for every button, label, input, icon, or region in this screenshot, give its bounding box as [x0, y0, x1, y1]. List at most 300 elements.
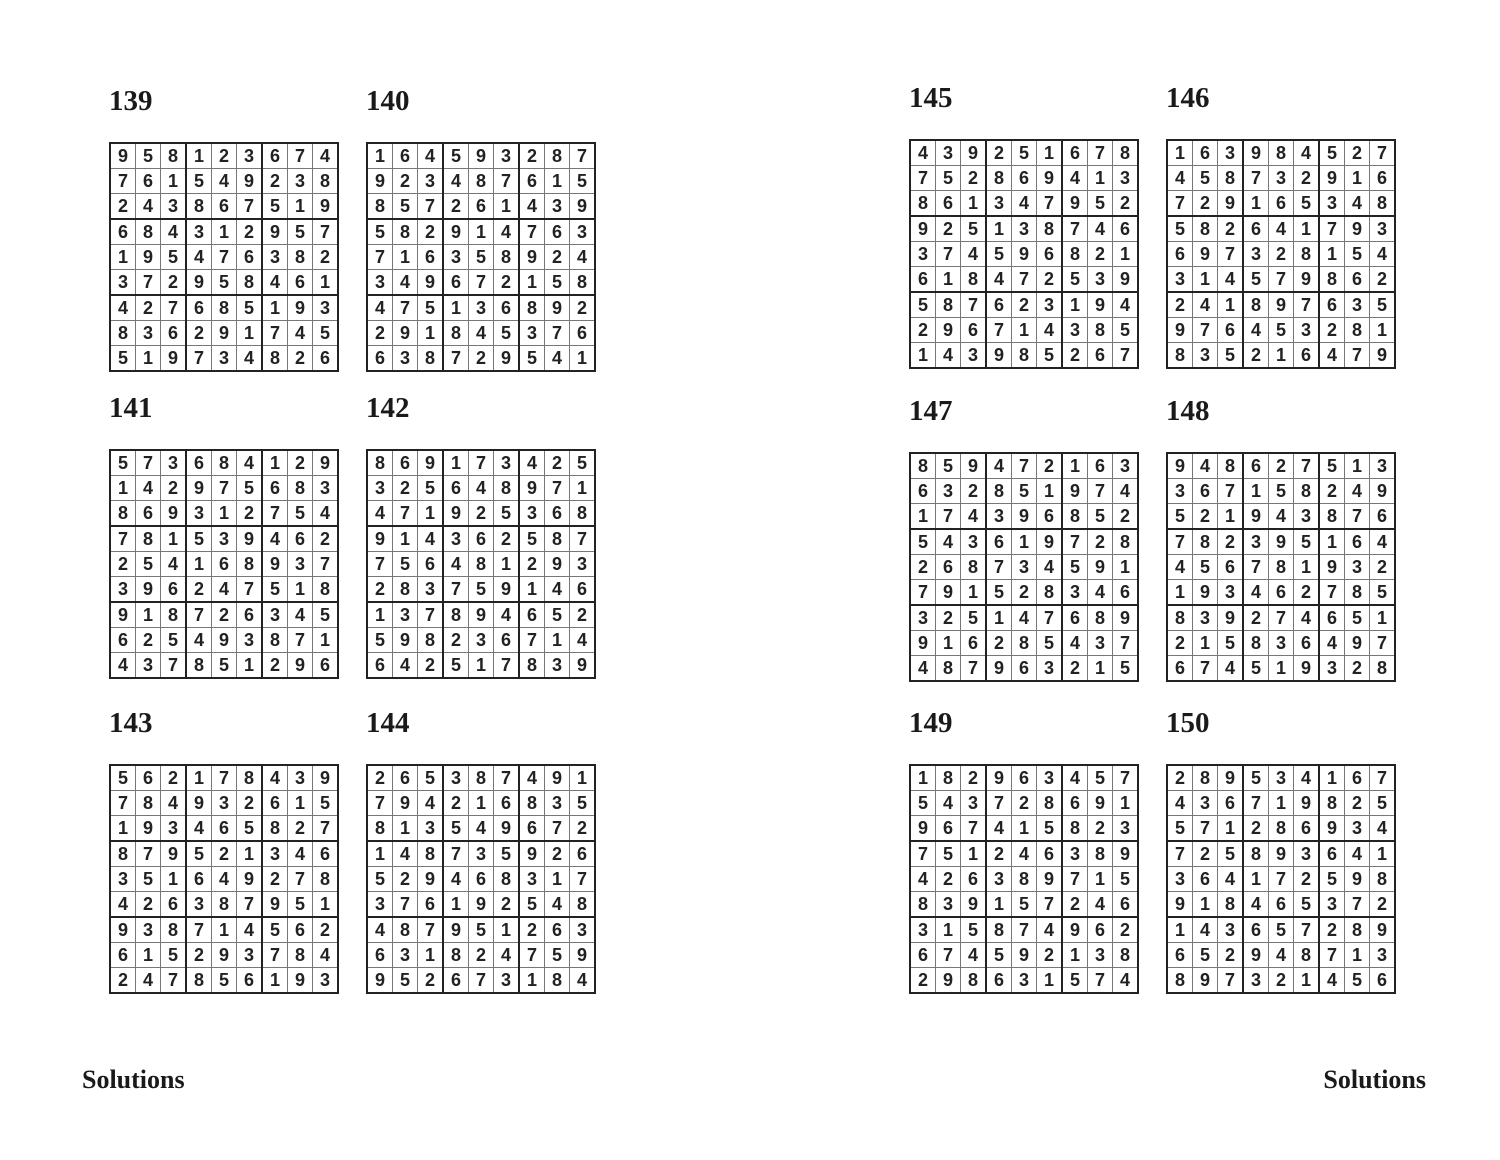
grid-cell: 8 — [136, 526, 161, 552]
grid-cell: 5 — [1345, 605, 1370, 631]
grid-row — [1167, 267, 1395, 293]
grid-cell: 1 — [1113, 555, 1139, 580]
grid-cell: 8 — [1037, 216, 1063, 242]
grid-cell: 6 — [443, 968, 469, 994]
grid-cell: 6 — [1243, 917, 1269, 943]
grid-cell: 2 — [212, 143, 237, 169]
grid-cell: 8 — [1345, 580, 1370, 606]
sudoku-grid — [366, 142, 596, 372]
grid-cell: 1 — [910, 504, 936, 530]
grid-cell: 1 — [570, 346, 596, 372]
grid-cell: 5 — [1218, 841, 1244, 867]
grid-row — [367, 270, 595, 296]
grid-cell: 5 — [1037, 816, 1063, 842]
grid-cell: 4 — [986, 453, 1012, 479]
grid-cell: 1 — [545, 169, 570, 194]
grid-cell: 3 — [212, 526, 237, 552]
grid-cell: 3 — [910, 605, 936, 631]
grid-cell: 9 — [1088, 791, 1113, 816]
grid-cell: 6 — [1345, 267, 1370, 293]
grid-cell: 7 — [161, 295, 187, 321]
grid-row — [910, 555, 1138, 580]
grid-cell: 2 — [1167, 631, 1193, 656]
grid-cell: 7 — [110, 526, 136, 552]
grid-row — [910, 267, 1138, 293]
grid-cell: 4 — [494, 943, 520, 968]
grid-cell: 8 — [1319, 267, 1345, 293]
grid-cell: 5 — [110, 450, 136, 476]
grid-cell: 6 — [1012, 166, 1037, 191]
grid-cell: 7 — [186, 917, 212, 943]
grid-cell: 2 — [367, 765, 393, 791]
grid-cell: 8 — [1269, 816, 1294, 842]
grid-cell: 6 — [1319, 841, 1345, 867]
grid-cell: 4 — [418, 143, 444, 169]
puzzle-142 — [366, 392, 596, 679]
grid-cell: 7 — [110, 169, 136, 194]
grid-cell: 6 — [367, 346, 393, 372]
grid-cell: 2 — [519, 143, 545, 169]
grid-cell: 7 — [1088, 479, 1113, 504]
grid-cell: 3 — [910, 917, 936, 943]
grid-cell: 6 — [1294, 343, 1320, 369]
grid-cell: 5 — [367, 628, 393, 653]
grid-cell: 5 — [393, 194, 418, 220]
grid-cell: 8 — [1167, 605, 1193, 631]
grid-cell: 8 — [393, 219, 418, 245]
grid-cell: 7 — [1243, 166, 1269, 191]
grid-cell: 7 — [367, 552, 393, 577]
grid-cell: 7 — [161, 653, 187, 679]
grid-cell: 1 — [1193, 892, 1218, 918]
grid-cell: 8 — [110, 501, 136, 527]
grid-cell: 9 — [1062, 479, 1088, 504]
grid-cell: 3 — [212, 346, 237, 372]
grid-cell: 6 — [1167, 943, 1193, 968]
grid-cell: 8 — [212, 295, 237, 321]
grid-cell: 1 — [1243, 191, 1269, 217]
grid-cell: 5 — [986, 242, 1012, 267]
grid-cell: 8 — [313, 867, 339, 892]
grid-cell: 5 — [1370, 292, 1396, 318]
puzzle-number: 139 — [109, 85, 153, 117]
grid-cell: 1 — [1088, 166, 1113, 191]
grid-cell: 2 — [262, 867, 288, 892]
grid-cell: 5 — [313, 321, 339, 346]
grid-cell: 8 — [110, 841, 136, 867]
grid-cell: 1 — [910, 765, 936, 791]
grid-cell: 4 — [1167, 791, 1193, 816]
grid-cell: 3 — [1269, 765, 1294, 791]
grid-row — [367, 245, 595, 270]
grid-cell: 8 — [1370, 191, 1396, 217]
grid-cell: 4 — [1243, 318, 1269, 343]
sudoku-grid — [909, 139, 1139, 369]
grid-cell: 4 — [418, 791, 444, 816]
grid-cell: 3 — [494, 143, 520, 169]
grid-row — [110, 526, 338, 552]
grid-cell: 7 — [367, 245, 393, 270]
grid-cell: 1 — [1345, 943, 1370, 968]
grid-cell: 3 — [1088, 943, 1113, 968]
grid-cell: 5 — [1088, 504, 1113, 530]
grid-cell: 1 — [237, 321, 263, 346]
grid-cell: 8 — [262, 346, 288, 372]
grid-cell: 9 — [1294, 791, 1320, 816]
grid-cell: 4 — [262, 270, 288, 296]
grid-row — [910, 968, 1138, 994]
grid-cell: 4 — [418, 526, 444, 552]
grid-row — [367, 791, 595, 816]
grid-cell: 7 — [961, 292, 987, 318]
grid-cell: 3 — [986, 191, 1012, 217]
grid-cell: 1 — [469, 653, 494, 679]
grid-cell: 2 — [1294, 166, 1320, 191]
grid-cell: 4 — [110, 892, 136, 918]
grid-cell: 1 — [313, 270, 339, 296]
grid-cell: 9 — [212, 321, 237, 346]
grid-cell: 8 — [910, 892, 936, 918]
grid-cell: 2 — [110, 194, 136, 220]
grid-cell: 3 — [418, 577, 444, 603]
grid-cell: 2 — [186, 577, 212, 603]
grid-row — [1167, 631, 1395, 656]
grid-cell: 6 — [1113, 892, 1139, 918]
grid-cell: 5 — [1012, 140, 1037, 166]
grid-cell: 6 — [1193, 867, 1218, 892]
grid-cell: 4 — [313, 501, 339, 527]
grid-cell: 2 — [1345, 656, 1370, 682]
grid-row — [1167, 791, 1395, 816]
grid-cell: 7 — [986, 318, 1012, 343]
grid-cell: 5 — [136, 552, 161, 577]
puzzle-number: 147 — [909, 395, 953, 427]
grid-cell: 7 — [1345, 892, 1370, 918]
grid-cell: 1 — [545, 867, 570, 892]
grid-cell: 6 — [1269, 580, 1294, 606]
grid-cell: 8 — [570, 270, 596, 296]
grid-cell: 8 — [494, 476, 520, 501]
grid-cell: 6 — [418, 552, 444, 577]
grid-cell: 7 — [393, 295, 418, 321]
grid-cell: 4 — [186, 245, 212, 270]
grid-cell: 9 — [1193, 242, 1218, 267]
grid-cell: 2 — [1345, 791, 1370, 816]
grid-cell: 9 — [469, 602, 494, 628]
grid-cell: 3 — [186, 501, 212, 527]
puzzle-147 — [909, 395, 1139, 682]
grid-cell: 4 — [1037, 917, 1063, 943]
grid-cell: 7 — [1243, 791, 1269, 816]
grid-cell: 5 — [936, 166, 961, 191]
grid-cell: 8 — [1345, 318, 1370, 343]
grid-cell: 1 — [136, 346, 161, 372]
grid-cell: 3 — [1012, 216, 1037, 242]
sudoku-grid — [909, 764, 1139, 994]
grid-cell: 9 — [1012, 242, 1037, 267]
grid-row — [110, 219, 338, 245]
grid-cell: 9 — [545, 552, 570, 577]
grid-cell: 3 — [469, 628, 494, 653]
grid-cell: 7 — [186, 346, 212, 372]
grid-cell: 1 — [570, 765, 596, 791]
grid-cell: 4 — [186, 816, 212, 842]
grid-cell: 3 — [986, 504, 1012, 530]
grid-cell: 1 — [212, 219, 237, 245]
grid-cell: 9 — [161, 841, 187, 867]
grid-cell: 4 — [494, 219, 520, 245]
grid-cell: 3 — [1167, 479, 1193, 504]
grid-cell: 7 — [1345, 504, 1370, 530]
grid-cell: 6 — [186, 867, 212, 892]
grid-row — [1167, 555, 1395, 580]
grid-cell: 7 — [1167, 841, 1193, 867]
grid-row — [367, 628, 595, 653]
grid-cell: 2 — [212, 602, 237, 628]
grid-row — [1167, 453, 1395, 479]
grid-cell: 3 — [161, 816, 187, 842]
sudoku-grid — [366, 449, 596, 679]
grid-cell: 8 — [1345, 917, 1370, 943]
grid-row — [1167, 605, 1395, 631]
grid-cell: 3 — [545, 653, 570, 679]
grid-cell: 9 — [110, 602, 136, 628]
grid-cell: 2 — [910, 968, 936, 994]
grid-cell: 5 — [212, 968, 237, 994]
grid-cell: 4 — [161, 219, 187, 245]
grid-cell: 5 — [1218, 343, 1244, 369]
grid-row — [367, 552, 595, 577]
grid-cell: 8 — [1167, 343, 1193, 369]
grid-row — [910, 453, 1138, 479]
grid-cell: 6 — [1088, 917, 1113, 943]
grid-cell: 5 — [212, 653, 237, 679]
grid-cell: 1 — [393, 526, 418, 552]
grid-cell: 1 — [1062, 453, 1088, 479]
puzzle-number: 141 — [109, 392, 153, 424]
grid-row — [367, 816, 595, 842]
grid-cell: 8 — [1370, 656, 1396, 682]
grid-cell: 9 — [1345, 867, 1370, 892]
grid-cell: 6 — [110, 219, 136, 245]
grid-cell: 2 — [161, 270, 187, 296]
grid-cell: 5 — [545, 943, 570, 968]
grid-cell: 6 — [570, 321, 596, 346]
grid-cell: 4 — [110, 653, 136, 679]
grid-cell: 5 — [1012, 892, 1037, 918]
grid-cell: 6 — [212, 194, 237, 220]
grid-cell: 6 — [367, 943, 393, 968]
puzzle-149 — [909, 707, 1139, 994]
grid-cell: 6 — [1012, 656, 1037, 682]
grid-cell: 7 — [469, 450, 494, 476]
grid-cell: 3 — [367, 476, 393, 501]
grid-cell: 9 — [1269, 529, 1294, 555]
grid-row — [367, 968, 595, 994]
grid-row — [110, 867, 338, 892]
grid-cell: 2 — [1193, 841, 1218, 867]
puzzle-139 — [109, 85, 339, 372]
grid-cell: 3 — [1167, 867, 1193, 892]
grid-cell: 4 — [1319, 343, 1345, 369]
grid-cell: 9 — [494, 577, 520, 603]
grid-cell: 9 — [1345, 631, 1370, 656]
grid-row — [110, 552, 338, 577]
grid-cell: 1 — [1012, 529, 1037, 555]
grid-cell: 7 — [1193, 656, 1218, 682]
grid-cell: 5 — [1218, 631, 1244, 656]
grid-cell: 4 — [936, 343, 961, 369]
grid-cell: 7 — [986, 555, 1012, 580]
grid-cell: 4 — [1294, 605, 1320, 631]
grid-cell: 2 — [1088, 816, 1113, 842]
grid-cell: 3 — [1193, 343, 1218, 369]
grid-cell: 6 — [212, 552, 237, 577]
grid-cell: 5 — [519, 892, 545, 918]
grid-cell: 4 — [469, 476, 494, 501]
grid-cell: 7 — [1193, 318, 1218, 343]
grid-cell: 2 — [212, 841, 237, 867]
grid-cell: 4 — [393, 841, 418, 867]
grid-cell: 1 — [313, 892, 339, 918]
grid-cell: 7 — [393, 501, 418, 527]
grid-cell: 7 — [1012, 267, 1037, 293]
grid-cell: 9 — [186, 270, 212, 296]
grid-cell: 8 — [469, 765, 494, 791]
grid-cell: 5 — [1243, 267, 1269, 293]
grid-row — [367, 143, 595, 169]
grid-cell: 6 — [1370, 166, 1396, 191]
grid-cell: 5 — [1062, 267, 1088, 293]
grid-cell: 5 — [1167, 216, 1193, 242]
grid-cell: 9 — [393, 628, 418, 653]
grid-row — [110, 892, 338, 918]
grid-cell: 9 — [288, 968, 313, 994]
grid-cell: 3 — [161, 194, 187, 220]
grid-cell: 6 — [313, 653, 339, 679]
grid-cell: 8 — [545, 143, 570, 169]
grid-cell: 3 — [936, 892, 961, 918]
grid-cell: 8 — [1012, 343, 1037, 369]
grid-cell: 8 — [262, 628, 288, 653]
puzzle-number: 150 — [1166, 707, 1210, 739]
grid-cell: 7 — [1345, 343, 1370, 369]
grid-cell: 4 — [1294, 140, 1320, 166]
grid-row — [1167, 140, 1395, 166]
grid-cell: 5 — [570, 791, 596, 816]
grid-cell: 2 — [1037, 453, 1063, 479]
grid-cell: 4 — [262, 765, 288, 791]
grid-cell: 1 — [262, 968, 288, 994]
grid-cell: 2 — [545, 450, 570, 476]
grid-cell: 7 — [418, 602, 444, 628]
grid-row — [367, 194, 595, 220]
grid-cell: 4 — [1012, 605, 1037, 631]
grid-cell: 1 — [1370, 318, 1396, 343]
grid-cell: 3 — [936, 479, 961, 504]
grid-row — [110, 169, 338, 194]
grid-cell: 1 — [313, 628, 339, 653]
grid-cell: 1 — [519, 968, 545, 994]
grid-cell: 2 — [494, 892, 520, 918]
grid-cell: 5 — [1037, 343, 1063, 369]
puzzle-number: 140 — [366, 85, 410, 117]
grid-cell: 3 — [1218, 140, 1244, 166]
grid-cell: 8 — [1037, 791, 1063, 816]
grid-cell: 3 — [237, 628, 263, 653]
grid-cell: 4 — [910, 867, 936, 892]
grid-row — [910, 504, 1138, 530]
grid-cell: 1 — [961, 580, 987, 606]
grid-cell: 2 — [288, 816, 313, 842]
grid-cell: 4 — [136, 476, 161, 501]
grid-row — [910, 765, 1138, 791]
grid-cell: 2 — [1062, 343, 1088, 369]
grid-cell: 9 — [1243, 943, 1269, 968]
grid-cell: 2 — [494, 270, 520, 296]
grid-cell: 7 — [1243, 555, 1269, 580]
grid-cell: 2 — [1243, 816, 1269, 842]
grid-cell: 2 — [1062, 892, 1088, 918]
grid-cell: 3 — [1113, 453, 1139, 479]
grid-cell: 5 — [288, 219, 313, 245]
puzzle-number: 143 — [109, 707, 153, 739]
grid-cell: 9 — [494, 346, 520, 372]
grid-cell: 3 — [1243, 529, 1269, 555]
grid-cell: 8 — [288, 245, 313, 270]
grid-row — [110, 602, 338, 628]
grid-cell: 3 — [961, 791, 987, 816]
grid-cell: 7 — [570, 143, 596, 169]
grid-cell: 2 — [1167, 765, 1193, 791]
grid-cell: 4 — [288, 841, 313, 867]
grid-cell: 8 — [986, 166, 1012, 191]
grid-cell: 6 — [1319, 292, 1345, 318]
grid-cell: 2 — [1218, 529, 1244, 555]
grid-cell: 8 — [986, 479, 1012, 504]
grid-cell: 4 — [237, 346, 263, 372]
grid-cell: 2 — [161, 476, 187, 501]
grid-cell: 5 — [288, 501, 313, 527]
grid-cell: 1 — [1269, 343, 1294, 369]
grid-cell: 4 — [545, 346, 570, 372]
grid-cell: 9 — [545, 295, 570, 321]
grid-row — [1167, 292, 1395, 318]
grid-cell: 6 — [1345, 765, 1370, 791]
grid-cell: 1 — [443, 295, 469, 321]
grid-cell: 6 — [237, 245, 263, 270]
grid-cell: 3 — [1243, 242, 1269, 267]
grid-cell: 8 — [186, 194, 212, 220]
grid-cell: 9 — [237, 526, 263, 552]
grid-cell: 3 — [393, 346, 418, 372]
grid-cell: 3 — [570, 219, 596, 245]
grid-cell: 9 — [237, 867, 263, 892]
grid-cell: 1 — [986, 216, 1012, 242]
grid-cell: 6 — [1113, 216, 1139, 242]
grid-cell: 6 — [110, 943, 136, 968]
grid-cell: 9 — [313, 450, 339, 476]
grid-cell: 7 — [1319, 216, 1345, 242]
grid-cell: 6 — [519, 602, 545, 628]
grid-cell: 4 — [1269, 504, 1294, 530]
grid-cell: 9 — [418, 270, 444, 296]
grid-cell: 3 — [494, 450, 520, 476]
grid-cell: 1 — [1062, 292, 1088, 318]
grid-cell: 7 — [313, 552, 339, 577]
grid-cell: 4 — [986, 267, 1012, 293]
grid-cell: 6 — [443, 476, 469, 501]
